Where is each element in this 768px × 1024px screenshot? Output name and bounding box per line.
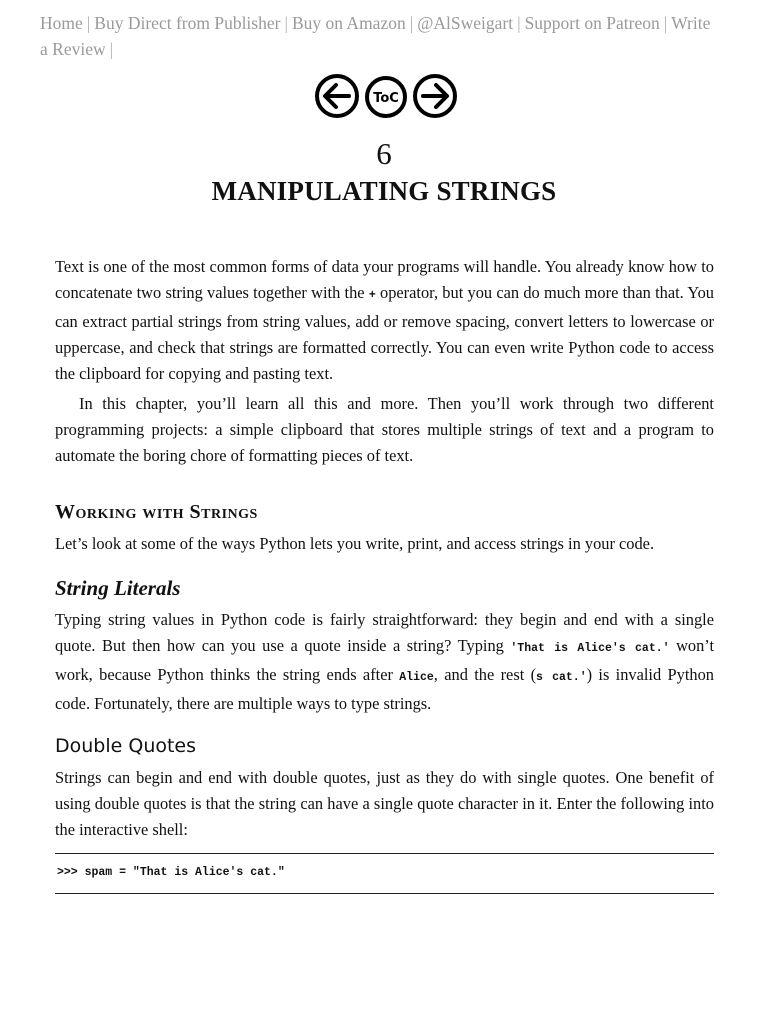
nav-link-patreon[interactable]: Support on Patreon — [524, 13, 660, 33]
inline-code: 'That is Alice's cat.' — [510, 642, 670, 655]
nav-link-buy-amazon[interactable]: Buy on Amazon — [291, 13, 406, 33]
code-block: >>> spam = "That is Alice's cat." — [55, 853, 714, 894]
subsection-heading-string-literals: String Literals — [55, 576, 181, 600]
toc-icon[interactable] — [367, 78, 405, 116]
literals-paragraph — [55, 607, 714, 717]
intro-text: operator, but you can do much more than that. You can extract partial strings from string values, add or remove spacing, convert letters to lowercase or uppercase, and check that strings are formatted correctly. You can even write Python code to access the clipboard for copying and pasting text. — [55, 283, 714, 383]
chapter-content — [55, 254, 714, 894]
intro-text: Text is one of the most common forms of data your programs will handle. You already know how to concatenate two string values together with the — [55, 257, 714, 302]
intro-paragraph — [55, 254, 714, 387]
top-navigation — [40, 10, 720, 62]
left-arrow-icon[interactable] — [317, 76, 357, 116]
nav-link-home[interactable]: Home — [40, 13, 83, 33]
nav-separator: | — [86, 13, 91, 33]
nav-link-buy-direct[interactable]: Buy Direct from Publisher — [94, 13, 281, 33]
literals-text: , and the rest ( — [433, 665, 537, 684]
chapter-title: MANIPULATING STRINGS — [211, 176, 557, 206]
double-quotes-paragraph: Strings can begin and end with double quotes, just as they do with single quotes. One benefit of using double quotes is that the string can have a single quote character in it. Enter the following into the interactive shell: — [55, 768, 714, 839]
subsection-heading-double-quotes: Double Quotes — [55, 735, 197, 757]
chapter-navigation — [313, 73, 459, 119]
literals-text: Typing string values in Python code is fairly straightforward: they begin and end with a single quote. But then how can you use a quote inside a string? Typing — [55, 610, 714, 655]
nav-separator: | — [409, 13, 414, 33]
inline-code: Alice — [399, 671, 434, 684]
nav-separator: | — [663, 13, 668, 33]
intro-paragraph-2: In this chapter, you’ll learn all this and more. Then you’ll work through two different programming projects: a simple clipboard that stores multiple strings of text and a program to automate the boring chore of formatting pieces of text. — [55, 394, 714, 465]
nav-separator: | — [284, 13, 288, 33]
section-heading-working-with-strings: Working with Strings — [55, 501, 258, 523]
chapter-number: 6 — [376, 136, 392, 171]
literals-text: ) is invalid Python code. Fortunately, there are multiple ways to type strings. — [55, 665, 714, 713]
toc-label: ToC — [373, 91, 399, 106]
nav-separator: | — [517, 13, 521, 33]
nav-separator: | — [109, 39, 114, 59]
inline-code: s cat.' — [536, 671, 587, 684]
right-arrow-icon[interactable] — [415, 76, 455, 116]
working-paragraph: Let’s look at some of the ways Python lets you write, print, and access strings in your code. — [55, 534, 655, 553]
literals-text: won’t work, because Python thinks the string ends after — [55, 636, 715, 684]
nav-link-review[interactable]: Write a Review — [40, 13, 711, 59]
inline-code: + — [368, 289, 376, 302]
nav-link-twitter[interactable]: @AlSweigart — [417, 13, 514, 33]
